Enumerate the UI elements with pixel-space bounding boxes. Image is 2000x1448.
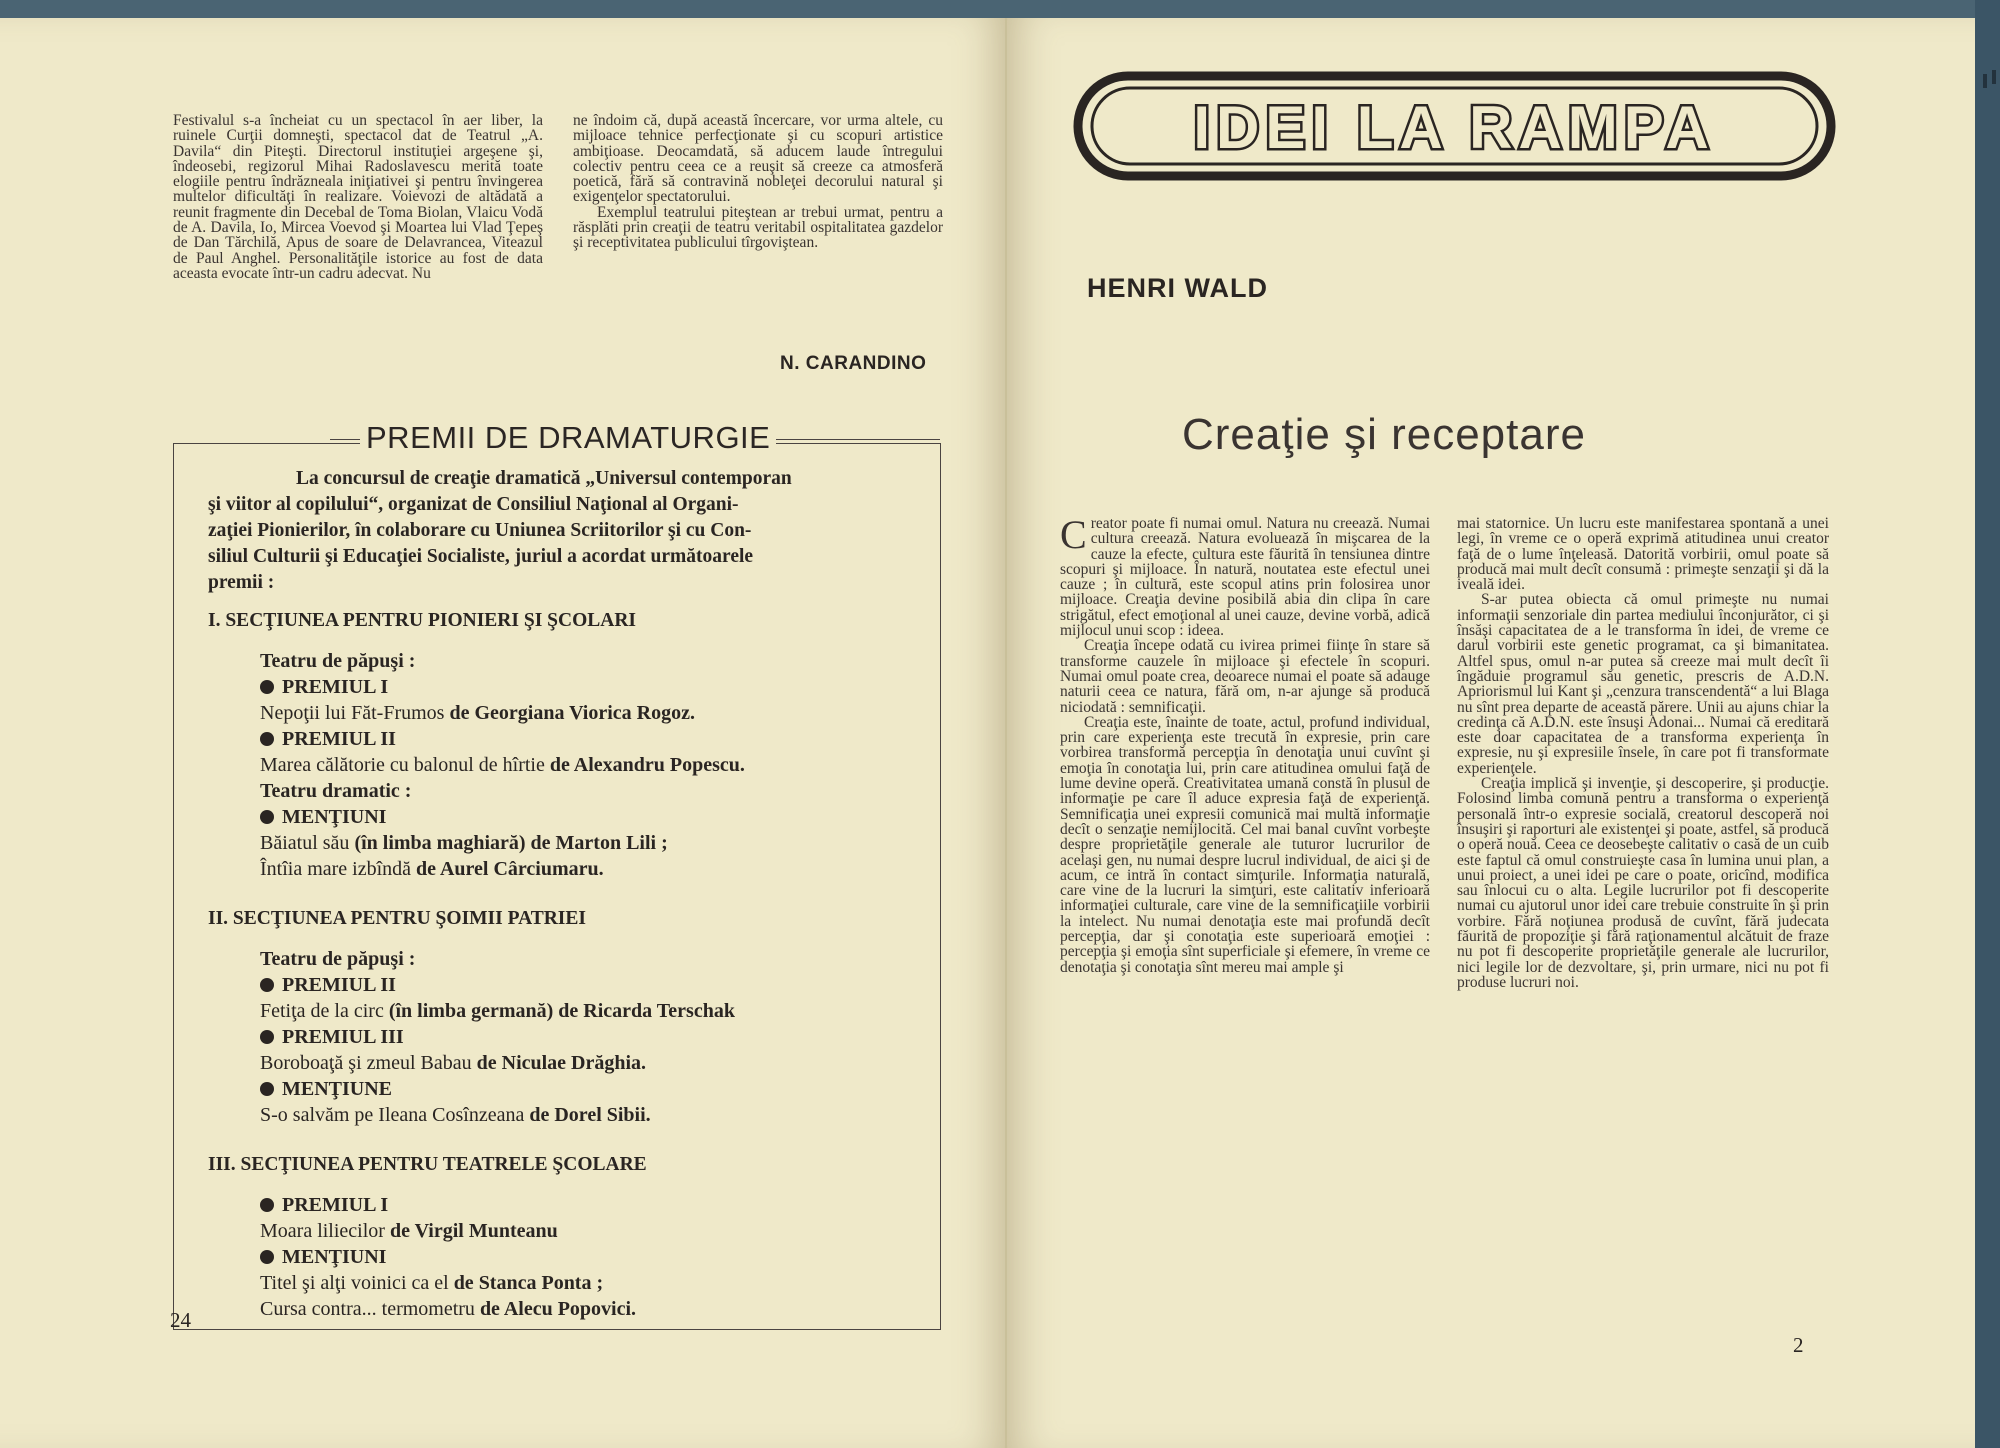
category-label: Teatru de păpuşi : [260,948,416,970]
page-number-right: 2 [1793,1333,1804,1357]
page-number-left: 24 [170,1308,191,1332]
masthead-banner [1072,66,1837,186]
prize-label [260,804,386,830]
bullet-icon [260,680,274,694]
bullet-icon [260,978,274,992]
cover-tick [1983,74,1987,88]
prize-text: PREMIUL II [282,974,396,996]
work-author: de Alexandru Popescu. [544,754,745,776]
work-title: Fetiţa de la circ [260,1000,384,1022]
prize-label [260,972,396,998]
prize-work [260,1270,603,1296]
right-col1-paragraph [1060,512,1430,640]
work-title: Nepoţii lui Făt-Frumos [260,702,445,724]
right-column-1 [1060,512,1430,976]
section-heading: III. SECŢIUNEA PENTRU TEATRELE ŞCOLARE [208,1154,647,1175]
work-title: S-o salvăm pe Ileana Cosînzeana [260,1104,525,1126]
work-author: de Stanca Ponta ; [448,1272,604,1294]
right-col2-paragraph: mai statornice. Un lucru este manifestarea spontană a unei legi, în vreme ce o operă exprimă atitudinea unui creator faţă de o lume înţeleasă. Datorită vorbirii, omul poate să producă mai mult decît consumă : primeşte senzaţii şi dă la iveală idei. [1457,515,1829,594]
right-col2-paragraph: Creaţia implică şi invenţie, şi descoperire, şi producţie. Folosind limba comună pentru a transforma o experienţă personală într-o expresie socială, creatorul descoperă noi însuşiri şi raporturi ale existenţei şi poate, astfel, să producă o operă nouă. Ceea ce deosebeşte calitativ o casă de un cuib este faptul că omul construieşte casa în lumina unui plan, a unui proiect, a unei idei pe care o poate, oricînd, modifica sau înlocui cu o alta. Legile lucrurilor pot fi descoperite numai cu ajutorul unor idei care trebuie construite în şi prin vorbire. Fără noţiunea produsă de cuvînt, fără judecata făurită de propoziţie şi fără raţionamentul alcătuit de fraze nu pot fi descoperite proprietăţile generale ale lucrurilor, nici legile lor de dezvoltare, şi, prin urmare, nici nu pot fi produse lucruri noi. [1457,775,1829,991]
section-heading: I. SECŢIUNEA PENTRU PIONIERI ŞI ŞCOLARI [208,610,637,631]
prize-text: PREMIUL III [282,1026,404,1048]
work-author: de Dorel Sibii. [524,1104,651,1126]
prize-work [260,856,604,882]
prize-text: MENŢIUNI [282,1246,387,1268]
dropcap: C [1060,512,1087,557]
category-label: Teatru dramatic : [260,780,412,802]
prize-text: MENŢIUNE [282,1078,393,1100]
work-author: de Virgil Munteanu [384,1220,558,1242]
work-author: (în limba germană) de Ricarda Terschak [383,1000,735,1022]
article-title: Creaţie şi receptare [1182,410,1586,459]
prize-label [260,1076,392,1102]
bullet-icon [260,1082,274,1096]
prize-work [260,998,735,1024]
work-title: Cursa contra... termometru [260,1298,475,1320]
work-title: Marea călătorie cu balonul de hîrtie [260,754,545,776]
left-col1-paragraph: Festivalul s-a încheiat cu un spectacol în aer liber, la ruinele Curţii domneşti, spectacol dat de Teatrul „A. Davila“ din Piteşti. Directorul instituţiei argeşene şi, îndeosebi, regizorul Mihai Radoslavescu merită toate elogiile pentru îndrăzneala iniţiativei şi pentru învingerea multelor dificultăţi în realizare. Voievozi de altădată a reunit fragmente din Decebal de Toma Biolan, Vlaicu Vodă de A. Davila, Io, Mircea Voevod şi Moartea lui Vlad Ţepeş de Dan Tărchilă, Apus de soare de Delavrancea, Viteazul de Paul Anghel. Personalităţile istorice au fost de data aceasta evocate într-un cadru adecvat. Nu [173,112,543,282]
bullet-icon [260,810,274,824]
right-page [1007,18,1975,1448]
work-title: Băiatul său [260,832,350,854]
right-column-2 [1457,516,1829,990]
prize-work [260,830,668,856]
prize-work [260,1218,558,1244]
bullet-icon [260,732,274,746]
work-author: de Georgiana Viorica Rogoz. [444,702,695,724]
work-title: Întîia mare izbîndă [260,858,412,880]
left-col2-paragraph: Exemplul teatrului piteştean ar trebui urmat, pentru a răsplăti prin creaţii de teatru veritabil ospitalitatea gazdelor şi receptivitatea publicului tîrgoviştean. [573,203,943,252]
intro-line: şi viitor al copilului“, organizat de Consiliul Naţional al Organi- [208,494,739,515]
prize-label [260,1244,386,1270]
category-label: Teatru de păpuşi : [260,650,416,672]
work-author: de Niculae Drăghia. [471,1052,647,1074]
bullet-icon [260,1198,274,1212]
section-heading: II. SECŢIUNEA PENTRU ŞOIMII PATRIEI [208,908,586,929]
prize-label [260,1192,388,1218]
prize-label [260,1024,404,1050]
intro-line: La concursul de creaţie dramatică „Universul contemporan [296,468,792,489]
bullet-icon [260,1250,274,1264]
left-column-2 [573,113,943,251]
prize-work [260,752,745,778]
left-page [0,18,1007,1448]
prize-work [260,1102,651,1128]
prize-work [260,1296,636,1322]
signature: N. CARANDINO [780,353,927,374]
masthead-title: IDEI LA RAMPA [1193,94,1715,161]
right-col1-paragraph: Creaţia începe odată cu ivirea primei fiinţe în stare să transforme cauzele în mijloace şi efectele în scopuri. Numai omul poate crea, deoarece numai el poate să adauge naturii ceea ce natura, fără om, n-ar ajunge să producă niciodată : semnificaţii. [1060,637,1430,716]
intro-line: siliul Culturii şi Educaţiei Socialiste, juriul a acordat următoarele [208,546,754,567]
intro-line: premii : [208,572,275,593]
prize-work [260,700,695,726]
article-author: HENRI WALD [1087,273,1268,303]
work-title: Boroboaţă şi zmeul Babau [260,1052,472,1074]
left-column-1 [173,113,543,281]
right-col1-paragraph: Creaţia este, înainte de toate, actul, profund individual, prin care experienţa este trecută în expresie, prin care vorbirea transformă percepţia în denotaţia unui cuvînt şi emoţia în conotaţia lui, prin care atitudinea omului faţă de lume devine operă. Creativitatea umană constă în plusul de informaţie pe care îl aduce expresia faţă de experienţă. Semnificaţia unei expresii comunică mai multă informaţie decît o senzaţie nemijlocită. Cel mai banal cuvînt vorbeşte despre proprietăţile generale ale tuturor lucrurilor de acelaşi gen, nu numai despre lucrul individual, de aici şi de acum, ce intră în contact simţurile. Informaţia naturală, care vine de la lucruri la simţuri, este calitativ inferioară informaţiei culturale, care vine de la semnificaţiile vorbirii la intelect. Nu numai denotaţia este mai profundă decît percepţia, dar şi conotaţia este superioară emoţiei : percepţia şi emoţia sînt superficiale şi efemere, în vreme ce denotaţia şi conotaţia sînt mereu mai ample şi [1060,713,1430,976]
prize-text: PREMIUL I [282,676,389,698]
work-author: de Alecu Popovici. [474,1298,637,1320]
prize-text: MENŢIUNI [282,806,387,828]
prize-text: PREMIUL II [282,728,396,750]
book-cover-edge [1975,0,2000,1448]
work-title: Moara liliecilor [260,1220,385,1242]
intro-line: zaţiei Pionierilor, în colaborare cu Uniunea Scriitorilor şi cu Con- [208,520,752,541]
left-col2-paragraph: ne îndoim că, după această încercare, vor urma altele, cu mijloace tehnice perfecţionate şi cu scopuri artistice ambiţioase. Deocamdată, să aducem laude întregului colectiv pentru ceea ce a reuşit să creeze ca atmosferă poetică, fără să contravină nobleţei decorului natural şi exigenţelor spectatorului. [573,112,943,206]
cover-tick [1992,70,1996,84]
premii-title: PREMII DE DRAMATURGIE [360,420,776,456]
work-author: (în limba maghiară) de Marton Lili ; [349,832,668,854]
work-author: de Aurel Cârciumaru. [411,858,604,880]
book-cover-top-edge [0,0,2000,18]
right-col2-paragraph: S-ar putea obiecta că omul primeşte nu numai informaţii senzoriale din partea mediului înconjurător, ci şi însăşi capacitatea de a le transforma în idei, de vreme ce darul vorbirii este genetic programat, ca şi bimanitatea. Altfel spus, omul n-ar putea să creeze mai mult decît îi îngăduie programul său genetic, prescris de A.D.N. Apriorismul lui Kant şi „cenzura transcendentă“ a lui Blaga nu sînt prea departe de această părere. Unii au ajuns chiar la credinţa că A.D.N. este însuşi Adonai... Numai că ereditară este doar capacitatea de a transforma experienţa în expresie, nu şi expresiile însele, în care pot fi transformate experienţele. [1457,591,1829,777]
prize-text: PREMIUL I [282,1194,389,1216]
bullet-icon [260,1030,274,1044]
prize-label [260,674,388,700]
work-title: Titel şi alţi voinici ca el [260,1272,449,1294]
prize-work [260,1050,646,1076]
prize-label [260,726,396,752]
right-col1-first-text: reator poate fi numai omul. Natura nu creează. Numai cultura creează. Natura evoluează în mişcarea de la cauze la efecte, cultura este făurită în tensiunea dintre scopuri şi mijloace. În natură, noutatea este efectul unei cauze ; în cultură, este scopul atins prin folosirea unor mijloace. Creaţia devine posibilă abia din clipa în care strigătul, efect emoţional al unei cauze, devine vorbă, adică mijlocul unui scop : ideea. [1060,515,1430,640]
